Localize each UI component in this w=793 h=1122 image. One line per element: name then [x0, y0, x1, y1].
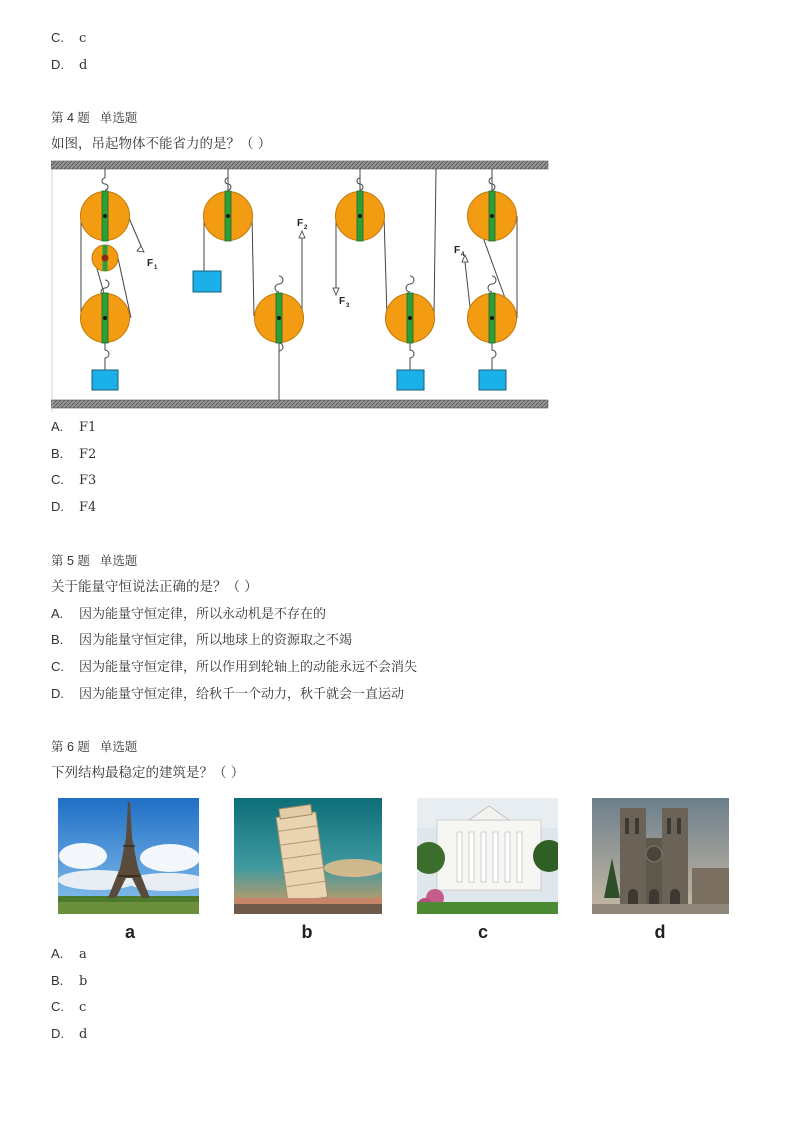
q4-header	[51, 109, 137, 127]
caption-d: d	[654, 922, 666, 942]
q3-option-c[interactable]	[51, 29, 86, 48]
q5-header	[51, 552, 137, 570]
option-text: b	[79, 974, 88, 989]
caption-b: b	[301, 922, 313, 942]
q4-option-a[interactable]	[51, 418, 96, 437]
floor-bar	[51, 400, 548, 408]
q4-stem: 如图，吊起物体不能省力的是？（ ）	[51, 136, 272, 152]
label-f4: F	[454, 245, 461, 256]
q6-option-a[interactable]	[51, 945, 87, 964]
q6-header	[51, 738, 137, 756]
force-arrow-f2	[299, 231, 305, 238]
q3-option-d[interactable]	[51, 56, 87, 75]
pulley-3-top	[336, 191, 385, 241]
pulley-figure	[51, 158, 549, 412]
q6-option-b[interactable]	[51, 972, 87, 991]
option-text: d	[79, 1027, 88, 1042]
caption-c: c	[477, 922, 488, 942]
option-letter: D.	[51, 686, 64, 701]
q6-option-d[interactable]	[51, 1025, 87, 1044]
pulley-1-top	[81, 191, 130, 241]
photo-eiffel-tower	[58, 798, 199, 914]
photo-leaning-tower	[234, 798, 382, 914]
q5-stem: 关于能量守恒说法正确的是？（ ）	[51, 579, 258, 595]
option-letter: D.	[51, 499, 64, 514]
question-type: 单选题	[99, 554, 138, 568]
option-text: a	[79, 947, 87, 962]
pulley-4-bottom	[468, 293, 517, 343]
option-text: 因为能量守恒定律，所以地球上的资源取之不竭	[79, 633, 353, 648]
option-text: F2	[79, 447, 97, 462]
q6-option-c[interactable]	[51, 998, 86, 1017]
q4-option-b[interactable]	[51, 445, 96, 464]
svg-text:3: 3	[346, 303, 350, 309]
option-letter: B.	[51, 446, 64, 461]
label-f1: F	[147, 258, 154, 269]
question-number: 第 6 题	[51, 740, 90, 754]
svg-text:4: 4	[461, 252, 465, 258]
option-text: F1	[79, 420, 97, 435]
option-text: c	[79, 1000, 87, 1015]
pulley-3-bottom	[386, 293, 435, 343]
photo-notre-dame	[592, 798, 729, 914]
pulley-2-bottom	[255, 293, 304, 351]
option-letter: B.	[51, 973, 64, 988]
option-letter: C.	[51, 999, 64, 1014]
option-letter: A.	[51, 946, 64, 961]
option-text: d	[79, 58, 88, 73]
option-text: 因为能量守恒定律，给秋千一个动力，秋千就会一直运动	[79, 687, 405, 702]
q5-option-c[interactable]	[51, 658, 417, 677]
option-text: F3	[79, 473, 97, 488]
option-letter: A.	[51, 606, 64, 621]
q4-option-c[interactable]	[51, 471, 96, 490]
caption-a: a	[124, 922, 135, 942]
label-f2: F	[297, 218, 304, 229]
option-letter: C.	[51, 659, 64, 674]
svg-text:2: 2	[304, 225, 308, 231]
option-letter: D.	[51, 57, 64, 72]
force-arrow-f3	[333, 288, 339, 295]
option-letter: A.	[51, 419, 64, 434]
q5-option-a[interactable]	[51, 605, 326, 624]
pulley-1-bottom	[81, 280, 130, 390]
question-type: 单选题	[99, 111, 138, 125]
option-text: 因为能量守恒定律，所以永动机是不存在的	[79, 607, 327, 622]
pulley-4-top	[468, 191, 517, 241]
ceiling-bar	[51, 161, 548, 169]
pulley-1-small	[92, 245, 118, 271]
load-block-4	[479, 370, 506, 390]
option-letter: B.	[51, 632, 64, 647]
q6-stem: 下列结构最稳定的建筑是？（ ）	[51, 765, 245, 781]
load-block-2	[193, 271, 221, 292]
option-letter: C.	[51, 30, 64, 45]
option-text: 因为能量守恒定律，所以作用到轮轴上的动能永远不会消失	[79, 660, 418, 675]
question-type: 单选题	[99, 740, 138, 754]
option-text: c	[79, 31, 87, 46]
pulley-2-top	[204, 191, 253, 241]
q5-option-d[interactable]	[51, 685, 404, 704]
svg-text:1: 1	[154, 265, 158, 271]
force-arrow-f1	[137, 246, 144, 252]
load-block-3	[397, 370, 424, 390]
option-letter: C.	[51, 472, 64, 487]
q4-option-d[interactable]	[51, 498, 96, 517]
load-block-1	[92, 370, 118, 390]
q5-option-b[interactable]	[51, 631, 352, 650]
photo-white-house	[417, 798, 558, 914]
option-letter: D.	[51, 1026, 64, 1041]
question-number: 第 5 题	[51, 554, 90, 568]
label-f3: F	[339, 296, 346, 307]
question-number: 第 4 题	[51, 111, 90, 125]
option-text: F4	[79, 500, 97, 515]
